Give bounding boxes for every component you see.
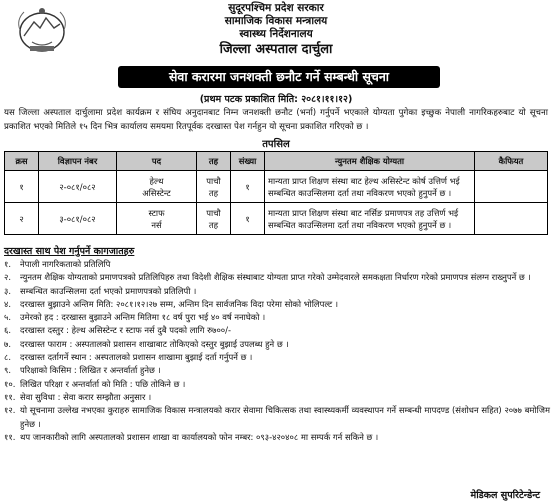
- col-header-ad-no: विज्ञापन नंबर: [39, 152, 117, 171]
- item-number: ९.: [4, 365, 12, 376]
- header-directorate: स्वास्थ्य निर्देशनालय: [239, 28, 313, 40]
- published-date: (प्रथम पटक प्रकाशित मिति: २०८१।११।१२): [199, 94, 353, 105]
- list-item: [4, 298, 550, 311]
- item-number: ३.: [4, 285, 12, 296]
- item-text: थप जानकारीको लागि अस्पतालको प्रशासन शाखा वा कार्यालयको फोन नम्बर: ०९३-४२०४०८ मा सम्पर्क गर्न सकिने छ ।: [20, 431, 379, 442]
- item-number: ६.: [4, 325, 12, 336]
- item-number: ८.: [4, 352, 12, 363]
- cell-count: १: [231, 171, 265, 203]
- table-row: [5, 203, 548, 235]
- post-line2: असिस्टेन्ट: [142, 187, 171, 198]
- item-text: सम्बन्धित काउन्सिलमा दर्ता भएको प्रमाणपत्रको प्रतिलिपी ।: [20, 285, 197, 296]
- list-item: [4, 391, 550, 404]
- list-item: [4, 431, 550, 444]
- list-item: [4, 378, 550, 391]
- cell-remarks: [475, 203, 548, 235]
- list-item: [4, 364, 550, 377]
- header-office: जिल्ला अस्पताल दार्चुला: [219, 42, 333, 57]
- level-line1: पाचौ: [206, 207, 221, 218]
- signature-title: मेडिकल सुपरिटेन्डेन्ट: [470, 490, 540, 501]
- cell-ad-no: २-०८१/०८२: [39, 171, 117, 203]
- cell-qualification: मान्यता प्राप्त शिक्षण संस्था बाट नर्सिङ प्रमाणपत्र तह उत्तिर्ण भई सम्बन्धित काउन्सिलमा दर्ता तथा नविकरण भएको हुनुपर्ने छ ।: [265, 203, 475, 235]
- header-ministry: सामाजिक विकास मन्त्रालय: [224, 15, 328, 27]
- cell-remarks: [475, 171, 548, 203]
- header-province: सुदूरपश्चिम प्रदेश सरकार: [228, 2, 324, 14]
- notice-title: सेवा करारमा जनशक्ती छनौट गर्ने सम्बन्धी सूचना: [118, 66, 440, 88]
- item-number: १०.: [4, 378, 16, 389]
- level-line1: पाचौ: [206, 175, 221, 186]
- item-text: लिखित परिक्षा र अन्तर्वार्ता को मिति : पछि तोकिने छ ।: [20, 378, 186, 389]
- item-text: दरखास्त दर्तागर्ने स्थान : अस्पतालको प्रशासन शाखामा बुझाई दर्ता गर्नुपर्ने छ ।: [20, 352, 253, 363]
- vacancy-table: [4, 151, 548, 235]
- col-header-level: तह: [197, 152, 231, 171]
- list-item: [4, 271, 550, 284]
- documents-heading: दरखास्त साथ पेश गर्नुपर्ने कागजातहरु: [4, 246, 135, 257]
- cell-level: [197, 171, 231, 203]
- letterhead: [0, 2, 552, 58]
- list-item: [4, 404, 550, 431]
- level-line2: तह: [208, 219, 219, 230]
- col-header-post: पद: [117, 152, 197, 171]
- list-item: [4, 258, 550, 271]
- list-item: [4, 311, 550, 324]
- col-header-remarks: कैफियत: [475, 152, 548, 171]
- list-item: [4, 338, 550, 351]
- cell-sn: २: [5, 203, 39, 235]
- item-text: उमेरको हद : दरखास्त बुझाउने अन्तिम मितिमा १८ वर्ष पुरा भई ४० वर्ष ननाघेको ।: [20, 312, 266, 323]
- cell-post: [117, 203, 197, 235]
- item-text: नेपाली नागरिकताको प्रतिलिपि: [20, 259, 111, 269]
- item-text: परिक्षाको किसिम : लिखित र अन्तर्वार्ता हुनेछ ।: [20, 365, 161, 376]
- intro-paragraph: यस जिल्ला अस्पताल दार्चुलामा प्रदेश कार्यक्रम र संघिय अनुदानबाट निम्न जनशक्ती छनौट (भर्ना) गर्नुपर्ने भएकाले योग्यता पुगेका इच्छुक नेपाली नागरिकहरुबाट यो सूचना प्रकाशित भएको मितिले १५ दिन भित्र कार्यालय समयमा रितपूर्वक दरखास्त पेश गर्नहुन यो सूचना प्रकाशित गरिएको छ ।: [4, 108, 548, 132]
- table-header-row: [5, 152, 548, 171]
- item-text: न्युनतम शैक्षिक योग्यताको प्रमाणपत्रको प्रतिलिपिहरु तथा विदेशी शैक्षिक संस्थाबाट योग्यता प्राप्त गरेको उम्मेदवारले समकक्षता निर्धारण गरेको प्रमाणपत्र संलग्न राख्नुपर्ने छ ।: [20, 272, 531, 283]
- item-number: १२.: [4, 405, 16, 416]
- item-number: ७.: [4, 338, 12, 349]
- post-line1: हेल्थ: [149, 175, 164, 186]
- cell-sn: १: [5, 171, 39, 203]
- list-item: [4, 324, 550, 337]
- item-text: दरखास्त दस्तुर : हेल्थ असिस्टेन्ट र स्टाफ नर्स दुबै पदको लागि रु७००/-: [20, 325, 231, 336]
- documents-list: [4, 258, 550, 444]
- table-title: तपसिल: [262, 139, 290, 150]
- col-header-count: संख्या: [231, 152, 265, 171]
- item-number: १.: [4, 259, 12, 269]
- col-header-qualification: न्युनतम शैक्षिक योग्यता: [265, 152, 475, 171]
- item-number: ११.: [4, 391, 16, 402]
- item-text: दरखास्त फाराम : अस्पतालको प्रशासन शाखाबाट तोकिएको दस्तुर बुझाई उपलब्ध हुने छ ।: [20, 338, 289, 349]
- list-item: [4, 285, 550, 298]
- item-text: सेवा सुविधा : सेवा करार सम्झौता अनुसार ।: [20, 391, 152, 402]
- col-header-sn: क्रस: [5, 152, 39, 171]
- item-number: ११.: [4, 431, 16, 442]
- post-line1: स्टाफ: [148, 207, 165, 218]
- item-text: दरखास्त बुझाउने अन्तिम मिति: २०८१।१२।२७ सम्म, अन्तिम दिन सार्वजनिक विदा परेमा सोको भोलिपल्ट ।: [20, 298, 339, 309]
- item-number: २.: [4, 272, 12, 283]
- cell-post: [117, 171, 197, 203]
- cell-ad-no: ३-०८१/०८२: [39, 203, 117, 235]
- item-number: ४.: [4, 298, 12, 309]
- level-line2: तह: [208, 187, 219, 198]
- table-row: [5, 171, 548, 203]
- cell-level: [197, 203, 231, 235]
- post-line2: नर्स: [151, 219, 162, 230]
- list-item: [4, 351, 550, 364]
- item-text: यो सूचनामा उल्लेख नभएका कुराहरु सामाजिक विकास मन्त्रालयको करार सेवामा चिकित्सक तथा स्वास्थ्यकर्मी व्यवस्थापन गर्ने सम्बन्धी मापदण्ड (संशोधन सहित) २०७७ बमोजिम हुनेछ ।: [20, 405, 550, 429]
- item-number: ५.: [4, 312, 12, 323]
- cell-count: १: [231, 203, 265, 235]
- cell-qualification: मान्यता प्राप्त शिक्षण संस्था बाट हेल्थ असिस्टेन्ट कोर्ष उत्तिर्ण भई सम्बन्धित काउन्सिलमा दर्ता तथा नविकरण भएको हुनुपर्ने छ ।: [265, 171, 475, 203]
